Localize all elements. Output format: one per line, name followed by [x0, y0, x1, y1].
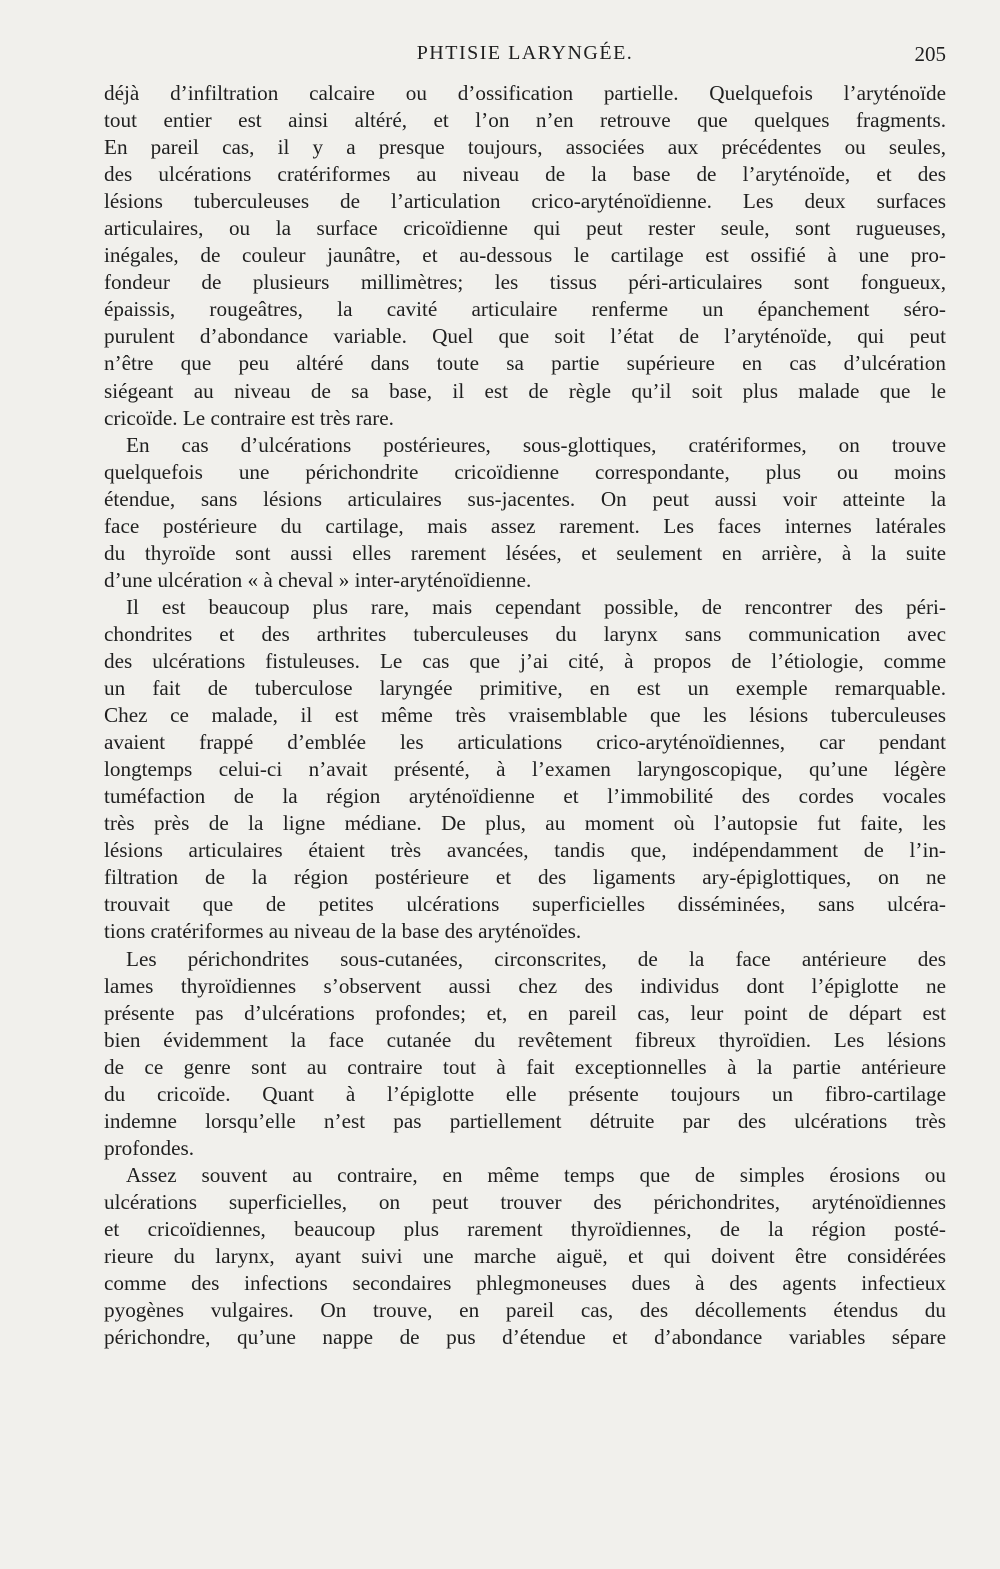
text-line: lames thyroïdiennes s’observent aussi chez des individus dont l’épiglotte ne — [104, 973, 946, 998]
text-line: Chez ce malade, il est même très vraisemblable que les lésions tuberculeuses — [104, 703, 946, 728]
text-line: des ulcérations cratériformes au niveau de la base de l’aryténoïde, et des — [104, 162, 946, 187]
text-line: comme des infections secondaires phlegmoneuses dues à des agents infectieux — [104, 1271, 946, 1296]
page-number: 205 — [914, 42, 946, 66]
text-line: du cricoïde. Quant à l’épiglotte elle présente toujours un fibro-cartilage — [104, 1081, 946, 1106]
text-line: présente pas d’ulcérations profondes; et, en pareil cas, leur point de départ est — [104, 1000, 946, 1025]
text-line: épaissis, rougeâtres, la cavité articulaire renferme un épanchement séro- — [104, 297, 946, 322]
running-title: PHTISIE LARYNGÉE. — [416, 42, 634, 64]
text-line: trouvait que de petites ulcérations superficielles disséminées, sans ulcéra- — [104, 892, 946, 917]
body-text — [104, 80, 946, 1351]
text-line: cricoïde. Le contraire est très rare. — [104, 405, 394, 430]
text-line: face postérieure du cartilage, mais assez rarement. Les faces internes latérales — [104, 513, 946, 538]
text-line: étendue, sans lésions articulaires sus-jacentes. On peut aussi voir atteinte la — [104, 486, 946, 511]
text-line: tout entier est ainsi altéré, et l’on n’en retrouve que quelques fragments. — [104, 108, 946, 133]
text-line: Il est beaucoup plus rare, mais cependant possible, de rencontrer des péri- — [126, 594, 946, 619]
text-line: purulent d’abondance variable. Quel que soit l’état de l’aryténoïde, qui peut — [104, 324, 946, 349]
text-line: En cas d’ulcérations postérieures, sous-glottiques, cratériformes, on trouve — [126, 432, 946, 457]
text-line: du thyroïde sont aussi elles rarement lésées, et seulement en arrière, à la suite — [104, 540, 946, 565]
text-line: bien évidemment la face cutanée du revêtement fibreux thyroïdien. Les lésions — [104, 1027, 946, 1052]
text-line: filtration de la région postérieure et des ligaments ary-épiglottiques, on ne — [104, 865, 946, 890]
text-line: un fait de tuberculose laryngée primitive, en est un exemple remarquable. — [104, 676, 946, 701]
text-line: quelquefois une périchondrite cricoïdienne correspondante, plus ou moins — [104, 459, 946, 484]
text-line: de ce genre sont au contraire tout à fait exceptionnelles à la partie antérieure — [104, 1054, 946, 1079]
text-line: n’être que peu altéré dans toute sa partie supérieure en cas d’ulcération — [104, 351, 946, 376]
text-line: lésions articulaires étaient très avancées, tandis que, indépendamment de l’in- — [104, 838, 946, 863]
text-line: siégeant au niveau de sa base, il est de règle qu’il soit plus malade que le — [104, 378, 946, 403]
running-head — [104, 42, 946, 72]
text-line: chondrites et des arthrites tuberculeuses du larynx sans communication avec — [104, 621, 946, 646]
text-line: avaient frappé d’emblée les articulations crico-aryténoïdiennes, car pendant — [104, 730, 946, 755]
text-line: lésions tuberculeuses de l’articulation crico-aryténoïdienne. Les deux surfaces — [104, 189, 946, 214]
text-line: pyogènes vulgaires. On trouve, en pareil cas, des décollements étendus du — [104, 1298, 946, 1323]
text-line: périchondre, qu’une nappe de pus d’étendue et d’abondance variables sépare — [104, 1325, 946, 1350]
text-line: ulcérations superficielles, on peut trouver des périchondrites, aryténoïdiennes — [104, 1189, 946, 1214]
text-line: rieure du larynx, ayant suivi une marche aiguë, et qui doivent être considérées — [104, 1244, 946, 1269]
text-line: et cricoïdiennes, beaucoup plus rarement thyroïdiennes, de la région posté- — [104, 1216, 946, 1241]
text-line: En pareil cas, il y a presque toujours, associées aux précédentes ou seules, — [104, 135, 946, 160]
text-line: articulaires, ou la surface cricoïdienne qui peut rester seule, sont rugueuses, — [104, 216, 946, 241]
text-line: longtemps celui-ci n’avait présenté, à l’examen laryngoscopique, qu’une légère — [104, 757, 946, 782]
text-line: Les périchondrites sous-cutanées, circonscrites, de la face antérieure des — [126, 946, 946, 971]
text-line: indemne lorsqu’elle n’est pas partiellement détruite par des ulcérations très — [104, 1108, 946, 1133]
text-line: fondeur de plusieurs millimètres; les tissus péri-articulaires sont fongueux, — [104, 270, 946, 295]
text-line: tions cratériformes au niveau de la base des aryténoïdes. — [104, 919, 582, 944]
text-line: Assez souvent au contraire, en même temps que de simples érosions ou — [126, 1162, 946, 1187]
text-line: profondes. — [104, 1135, 195, 1160]
text-line: tuméfaction de la région aryténoïdienne et l’immobilité des cordes vocales — [104, 784, 946, 809]
text-line: déjà d’infiltration calcaire ou d’ossification partielle. Quelquefois l’aryténoïde — [104, 81, 946, 105]
text-line: inégales, de couleur jaunâtre, et au-dessous le cartilage est ossifié à une pro- — [104, 243, 946, 268]
text-line: très près de la ligne médiane. De plus, au moment où l’autopsie fut faite, les — [104, 811, 946, 836]
text-line: des ulcérations fistuleuses. Le cas que j’ai cité, à propos de l’étiologie, comme — [104, 648, 946, 673]
text-line: d’une ulcération « à cheval » inter-aryténoïdienne. — [104, 567, 532, 592]
